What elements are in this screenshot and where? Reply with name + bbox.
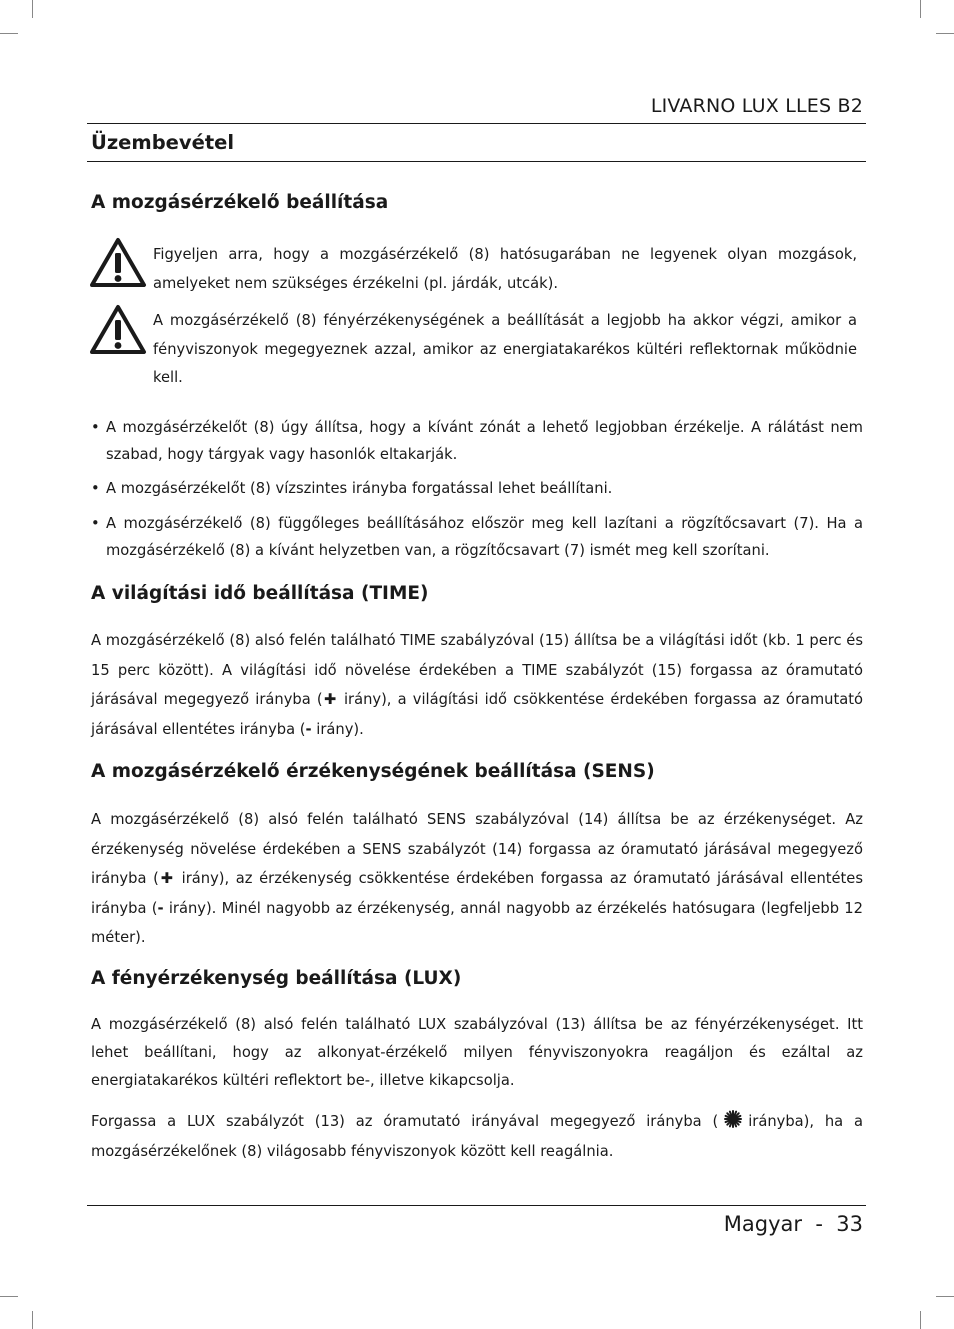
- bullet-symbol: •: [91, 480, 100, 497]
- sens-paragraph: [91, 805, 863, 953]
- bullet-text: A mozgásérzékelő (8) függőleges beállításához először meg kell lazítani a rögzítőcsavart (7). Ha a mozgásérzékelő (8) a kívánt helyzetben van, a rögzítőcsavart (7) ismét meg kell szorítani.: [106, 515, 863, 559]
- time-title: A világítási idő beállítása (TIME): [91, 583, 429, 604]
- time-text: irány).: [311, 720, 364, 738]
- sun-icon: [724, 1110, 742, 1128]
- lux-paragraph: [91, 1107, 863, 1167]
- list-item: [91, 414, 863, 468]
- warning-text: A mozgásérzékelő (8) fényérzékenységének a beállítását a legjobb ha akkor végzi, amikor a fényviszonyok megegyeznek azzal, amikor az energiatakarékos kültéri reflektornak működnie kell.: [153, 312, 857, 386]
- lux-text: Forgassa a LUX szabályzót (13) az óramutató irányával megegyező irányba (: [91, 1113, 719, 1130]
- crop-mark: [0, 1296, 18, 1297]
- lux-text: irányba), ha a mozgásérzékelőnek (8) világosabb fényviszonyok között kell reagálnia.: [91, 1113, 863, 1160]
- sens-text: A mozgásérzékelő (8) alsó felén található SENS szabályzóval (14) állítsa be az érzékenységet. Az érzékenység növelése érdekében a SENS szabályzót (14) forgassa az óramutató járásával megegyező irányba (: [91, 811, 863, 887]
- section-title: Üzembevétel: [91, 131, 235, 154]
- crop-mark: [32, 0, 33, 18]
- warning-icon: [89, 304, 147, 356]
- time-paragraph: [91, 626, 863, 744]
- sens-text: irány). Minél nagyobb az érzékenység, annál nagyobb az érzékelés hatósugara (legfeljebb 12 méter).: [91, 899, 864, 946]
- time-text: A mozgásérzékelő (8) alsó felén található TIME szabályzóval (15) állítsa be a világítási időt (kb. 1 perc és 15 perc között). A világítási idő növelése érdekében a TIME szabályzót (15) forgassa az óramutató járásával megegyező irányba (: [91, 632, 863, 708]
- crop-mark: [920, 0, 921, 18]
- minus-symbol: -: [305, 720, 312, 738]
- crop-mark: [936, 33, 954, 34]
- header-rule: [87, 123, 866, 124]
- bullet-text: A mozgásérzékelőt (8) úgy állítsa, hogy a kívánt zónát a lehető legjobban érzékelje. A rálátást nem szabad, hogy tárgyak vagy hasonlók eltakarják.: [106, 419, 863, 463]
- plus-symbol: ✚: [158, 870, 176, 887]
- lux-title: A fényérzékenység beállítása (LUX): [91, 968, 462, 989]
- crop-mark: [0, 33, 18, 34]
- crop-mark: [936, 1296, 954, 1297]
- page-number: Magyar - 33: [723, 1212, 863, 1236]
- lux-paragraph: A mozgásérzékelő (8) alsó felén található LUX szabályzóval (13) állítsa be az fényérzékenységet. Itt lehet beállítani, hogy az alkonyat-érzékelő milyen fényviszonyokra reagáljon és ezáltal az energiatakarékos kültéri reflektort be-, illetve kikapcsolja.: [91, 1016, 863, 1089]
- minus-symbol: -: [157, 899, 164, 917]
- time-text: irány), a világítási idő csökkentése érdekében forgassa az óramutató járásával ellentétes irányba (: [91, 691, 863, 738]
- list-item: [91, 510, 863, 564]
- bullet-symbol: •: [91, 419, 100, 436]
- crop-mark: [32, 1311, 33, 1329]
- motion-title: A mozgásérzékelő beállítása: [91, 192, 389, 213]
- header-title: LIVARNO LUX LLES B2: [650, 95, 863, 117]
- bullet-text: A mozgásérzékelőt (8) vízszintes irányba forgatással lehet beállítani.: [106, 480, 613, 497]
- warning-text: Figyeljen arra, hogy a mozgásérzékelő (8) hatósugarában ne legyenek olyan mozgások, amelyeket nem szükséges érzékelni (pl. járdák, utcák).: [153, 246, 857, 292]
- list-item: [91, 475, 863, 502]
- plus-symbol: ✚: [322, 691, 338, 708]
- bullet-symbol: •: [91, 515, 100, 532]
- crop-mark: [920, 1311, 921, 1329]
- warning-icon: [89, 237, 147, 289]
- sens-title: A mozgásérzékelő érzékenységének beállítása (SENS): [91, 761, 655, 782]
- sens-text: irány), az érzékenység csökkentése érdekében forgassa az óramutató járásával ellentétes irányba (: [91, 870, 863, 917]
- footer-rule: [87, 1205, 866, 1206]
- section-rule: [87, 161, 866, 162]
